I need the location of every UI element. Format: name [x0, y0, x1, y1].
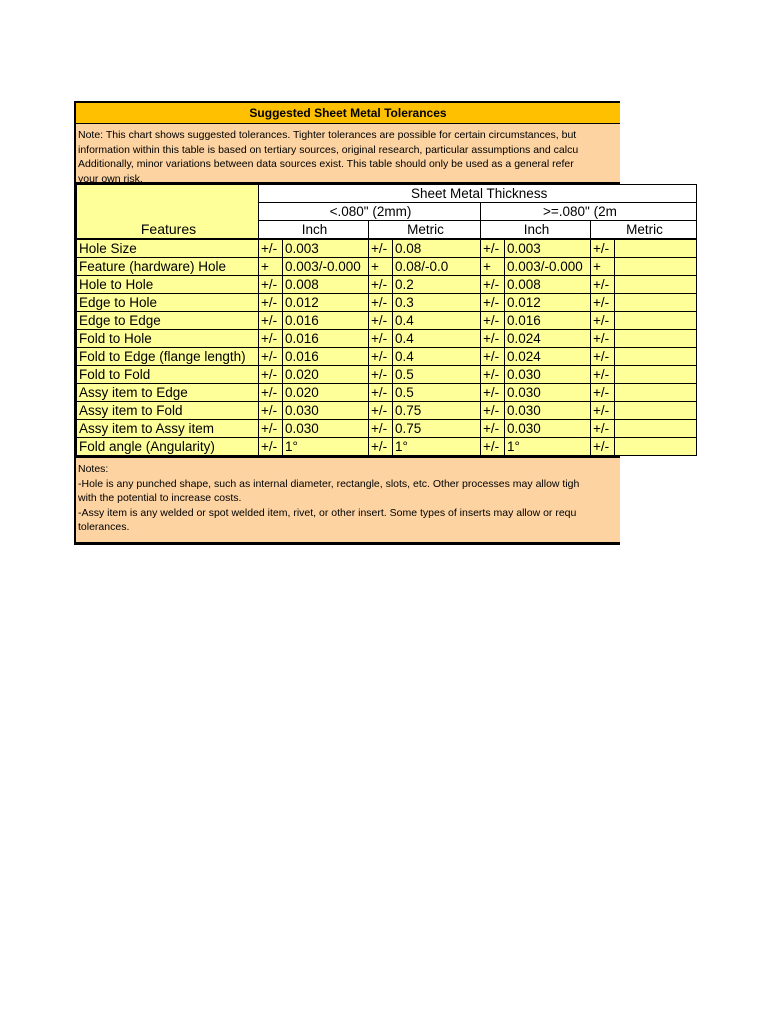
table-row — [77, 438, 697, 456]
value-cell — [615, 384, 697, 402]
feature-cell: Hole Size — [77, 239, 259, 258]
table-row — [77, 258, 697, 276]
sign-cell: +/- — [369, 312, 393, 330]
feature-cell: Edge to Edge — [77, 312, 259, 330]
sign-cell: +/- — [591, 276, 615, 294]
notes-line: tolerances. — [78, 521, 130, 533]
sign-cell: +/- — [481, 348, 505, 366]
value-cell: 0.3 — [393, 294, 481, 312]
value-cell: 0.003/-0.000 — [283, 258, 369, 276]
value-cell: 1° — [393, 438, 481, 456]
value-cell — [615, 276, 697, 294]
sign-cell: +/- — [259, 330, 283, 348]
feature-cell: Edge to Hole — [77, 294, 259, 312]
sign-cell: +/- — [369, 294, 393, 312]
table-row — [77, 312, 697, 330]
note-line: information within this table is based on tertiary sources, original research, particular assumptions and calcu — [78, 143, 579, 156]
unit-metric-header: Metric — [591, 221, 697, 240]
sign-cell: +/- — [369, 330, 393, 348]
feature-cell: Hole to Hole — [77, 276, 259, 294]
value-cell — [615, 438, 697, 456]
value-cell: 0.08 — [393, 239, 481, 258]
note-line: Additionally, minor variations between data sources exist. This table should only be used as a general refer — [78, 158, 574, 170]
value-cell: 0.2 — [393, 276, 481, 294]
tolerance-table — [76, 184, 697, 456]
unit-metric-header: Metric — [369, 221, 481, 240]
note-line: Note: This chart shows suggested tolerances. Tighter tolerances are possible for certain circumstances, but — [78, 129, 577, 141]
sign-cell: +/- — [259, 366, 283, 384]
note-line: your own risk. — [78, 172, 143, 185]
group-thick-header: >=.080" (2m — [481, 203, 697, 221]
notes-line: -Assy item is any welded or spot welded item, rivet, or other insert. Some types of inserts may allow or requ — [78, 506, 577, 519]
sign-cell: +/- — [591, 348, 615, 366]
footer-notes — [76, 456, 620, 542]
value-cell: 0.016 — [283, 312, 369, 330]
table-row — [77, 384, 697, 402]
value-cell: 0.016 — [283, 348, 369, 366]
sign-cell: +/- — [591, 384, 615, 402]
value-cell: 0.030 — [505, 384, 591, 402]
sign-cell: +/- — [591, 294, 615, 312]
feature-cell: Fold to Hole — [77, 330, 259, 348]
sign-cell: +/- — [369, 438, 393, 456]
sign-cell: +/- — [369, 366, 393, 384]
sign-cell: +/- — [591, 438, 615, 456]
value-cell — [615, 348, 697, 366]
value-cell — [615, 239, 697, 258]
table-row — [77, 294, 697, 312]
sign-cell: +/- — [481, 276, 505, 294]
value-cell: 0.75 — [393, 420, 481, 438]
table-row — [77, 402, 697, 420]
header-row-thickness — [77, 185, 697, 203]
value-cell: 0.003 — [283, 239, 369, 258]
sign-cell: +/- — [259, 294, 283, 312]
value-cell: 1° — [505, 438, 591, 456]
value-cell: 0.024 — [505, 348, 591, 366]
feature-cell: Fold angle (Angularity) — [77, 438, 259, 456]
feature-cell: Assy item to Fold — [77, 402, 259, 420]
feature-cell: Feature (hardware) Hole — [77, 258, 259, 276]
sign-cell: +/- — [259, 438, 283, 456]
sign-cell: +/- — [481, 420, 505, 438]
table-row — [77, 420, 697, 438]
sign-cell: +/- — [591, 330, 615, 348]
sign-cell: +/- — [591, 420, 615, 438]
group-thin-header: <.080" (2mm) — [259, 203, 481, 221]
sign-cell: + — [369, 258, 393, 276]
sign-cell: +/- — [369, 402, 393, 420]
value-cell: 0.08/-0.0 — [393, 258, 481, 276]
sign-cell: +/- — [591, 312, 615, 330]
value-cell: 1° — [283, 438, 369, 456]
value-cell: 0.4 — [393, 348, 481, 366]
value-cell: 0.016 — [283, 330, 369, 348]
value-cell: 0.008 — [283, 276, 369, 294]
value-cell — [615, 402, 697, 420]
sign-cell: +/- — [259, 384, 283, 402]
feature-cell: Assy item to Edge — [77, 384, 259, 402]
tolerance-sheet — [74, 101, 663, 545]
value-cell: 0.030 — [283, 420, 369, 438]
value-cell: 0.003 — [505, 239, 591, 258]
value-cell: 0.016 — [505, 312, 591, 330]
unit-inch-header: Inch — [481, 221, 591, 240]
value-cell: 0.030 — [283, 402, 369, 420]
thickness-header: Sheet Metal Thickness — [259, 185, 697, 203]
table-row — [77, 366, 697, 384]
notes-line: with the potential to increase costs. — [78, 492, 242, 504]
value-cell: 0.4 — [393, 312, 481, 330]
value-cell — [615, 330, 697, 348]
table-row — [77, 239, 697, 258]
sign-cell: + — [591, 258, 615, 276]
sign-cell: +/- — [259, 420, 283, 438]
sign-cell: +/- — [481, 330, 505, 348]
value-cell — [615, 294, 697, 312]
unit-inch-header: Inch — [259, 221, 369, 240]
feature-cell: Fold to Edge (flange length) — [77, 348, 259, 366]
value-cell: 0.020 — [283, 366, 369, 384]
notes-line: -Hole is any punched shape, such as internal diameter, rectangle, slots, etc. Other processes may allow tigh — [78, 477, 580, 490]
sign-cell: +/- — [481, 438, 505, 456]
value-cell: 0.012 — [283, 294, 369, 312]
sign-cell: +/- — [481, 294, 505, 312]
table-row — [77, 330, 697, 348]
value-cell: 0.5 — [393, 384, 481, 402]
sign-cell: +/- — [259, 348, 283, 366]
sign-cell: +/- — [259, 312, 283, 330]
features-header: Features — [77, 185, 259, 240]
sign-cell: +/- — [369, 384, 393, 402]
value-cell: 0.030 — [505, 420, 591, 438]
value-cell: 0.008 — [505, 276, 591, 294]
sign-cell: + — [481, 258, 505, 276]
sign-cell: +/- — [481, 366, 505, 384]
sign-cell: +/- — [591, 366, 615, 384]
feature-cell: Fold to Fold — [77, 366, 259, 384]
value-cell: 0.5 — [393, 366, 481, 384]
value-cell — [615, 258, 697, 276]
sign-cell: +/- — [591, 239, 615, 258]
value-cell — [615, 366, 697, 384]
value-cell: 0.012 — [505, 294, 591, 312]
sign-cell: +/- — [259, 276, 283, 294]
sign-cell: +/- — [259, 402, 283, 420]
value-cell — [615, 312, 697, 330]
sign-cell: +/- — [259, 239, 283, 258]
sign-cell: +/- — [369, 239, 393, 258]
value-cell: 0.020 — [283, 384, 369, 402]
value-cell: 0.75 — [393, 402, 481, 420]
sign-cell: +/- — [369, 420, 393, 438]
feature-cell: Assy item to Assy item — [77, 420, 259, 438]
table-row — [77, 276, 697, 294]
sign-cell: +/- — [591, 402, 615, 420]
sign-cell: +/- — [481, 402, 505, 420]
value-cell: 0.4 — [393, 330, 481, 348]
value-cell: 0.030 — [505, 402, 591, 420]
value-cell — [615, 420, 697, 438]
value-cell: 0.024 — [505, 330, 591, 348]
table-row — [77, 348, 697, 366]
sign-cell: +/- — [369, 276, 393, 294]
value-cell: 0.030 — [505, 366, 591, 384]
intro-note — [76, 124, 620, 184]
notes-line: Notes: — [78, 463, 109, 475]
sign-cell: +/- — [369, 348, 393, 366]
sign-cell: + — [259, 258, 283, 276]
sign-cell: +/- — [481, 384, 505, 402]
sign-cell: +/- — [481, 312, 505, 330]
sign-cell: +/- — [481, 239, 505, 258]
sheet-title: Suggested Sheet Metal Tolerances — [76, 103, 620, 124]
value-cell: 0.003/-0.000 — [505, 258, 591, 276]
